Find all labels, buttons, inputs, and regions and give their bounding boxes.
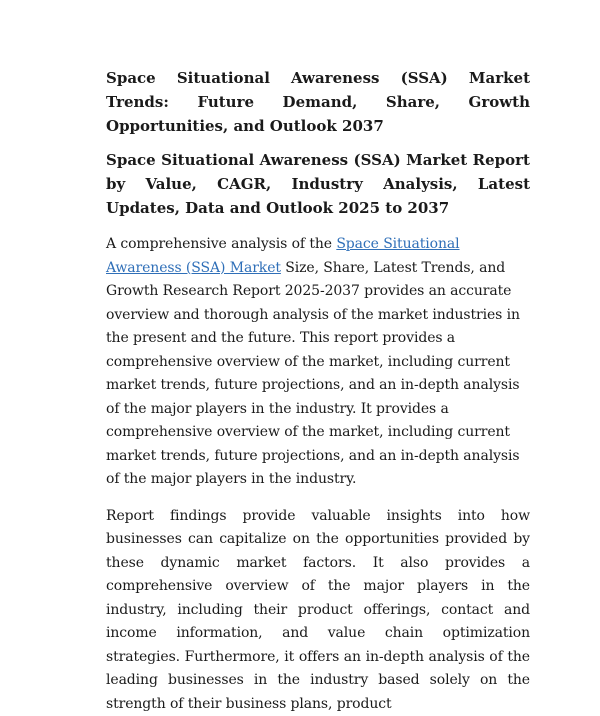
findings-paragraph: Report findings provide valuable insights into how businesses can capitalize on the opportunities provided by these dynamic market factors. It also provides a comprehensive overview of the major players in the industry, including their product offerings, contact and income information, and value chain optimization strategies. Furthermore, it offers an in-depth analysis of the leading businesses in the industry based solely on the strength of their business plans, product (106, 505, 530, 716)
document-page (106, 66, 530, 716)
intro-paragraph (106, 233, 530, 492)
intro-text-before-link: A comprehensive analysis of the (106, 236, 336, 252)
intro-text-after-link: Size, Share, Latest Trends, and Growth Research Report 2025-2037 provides an accurate overview and thorough analysis of the market industries in the present and the future. This report provides a comprehensive overview of the market, including current market trends, future projections, and an in-depth analysis of the major players in the industry. It provides a comprehensive overview of the market, including current market trends, future projections, and an in-depth analysis of the major players in the industry. (106, 260, 520, 488)
document-heading-sub: Space Situational Awareness (SSA) Market Report by Value, CAGR, Industry Analysis, Latest Updates, Data and Outlook 2025 to 2037 (106, 148, 530, 220)
document-heading-main: Space Situational Awareness (SSA) Market Trends: Future Demand, Share, Growth Opportunities, and Outlook 2037 (106, 66, 530, 138)
market-report-link[interactable]: Space Situational Awareness (SSA) Market (106, 236, 460, 276)
